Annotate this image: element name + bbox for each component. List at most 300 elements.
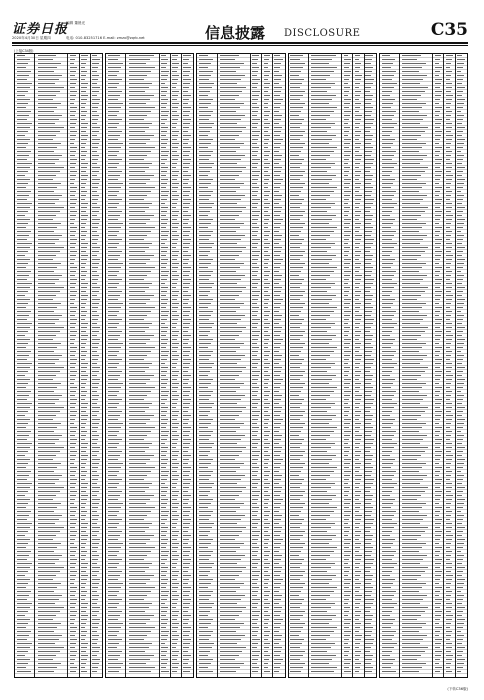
- table-cell-text: [161, 383, 167, 384]
- table-cell-text: [446, 163, 452, 164]
- table-cell-text: [290, 527, 299, 528]
- table-cell-text: [365, 359, 373, 360]
- table-cell-text: [344, 131, 350, 132]
- table-cell-text: [274, 267, 280, 268]
- table-cell-text: [172, 523, 177, 524]
- table-cell-text: [220, 567, 246, 568]
- table-cell-text: [108, 491, 122, 492]
- table-cell-text: [172, 155, 179, 156]
- table-cell-text: [402, 239, 423, 240]
- table-cell-text: [161, 103, 167, 104]
- table-cell-text: [70, 511, 76, 512]
- table-cell-text: [38, 495, 57, 496]
- table-cell-text: [108, 283, 119, 284]
- table-cell-text: [382, 563, 397, 564]
- table-cell-text: [17, 471, 31, 472]
- table-cell-text: [252, 411, 260, 412]
- table-cell-text: [311, 471, 333, 472]
- table-cell-text: [220, 255, 239, 256]
- table-cell-text: [382, 359, 392, 360]
- table-cell-text: [172, 527, 176, 528]
- table-cell-text: [81, 471, 87, 472]
- table-cell-text: [92, 287, 100, 288]
- table-cell-text: [311, 239, 326, 240]
- table-cell-text: [252, 567, 257, 568]
- table-cell-text: [311, 359, 326, 360]
- table-cell-text: [17, 223, 28, 224]
- table-cell-text: [129, 419, 150, 420]
- table-cell-text: [70, 451, 78, 452]
- table-cell-text: [446, 327, 451, 328]
- table-cell-text: [311, 235, 330, 236]
- table-cell-text: [365, 107, 373, 108]
- table-cell-text: [129, 403, 152, 404]
- table-cell-text: [183, 427, 191, 428]
- table-cell-text: [220, 487, 246, 488]
- table-cell-text: [183, 395, 189, 396]
- table-cell-text: [17, 575, 26, 576]
- table-cell-text: [92, 327, 100, 328]
- table-cell-text: [172, 103, 178, 104]
- table-cell-text: [108, 631, 119, 632]
- table-cell-text: [199, 191, 213, 192]
- table-cell-text: [108, 451, 122, 452]
- table-cell-text: [70, 275, 75, 276]
- table-cell-text: [274, 291, 281, 292]
- table-cell-text: [290, 171, 304, 172]
- table-cell-text: [17, 111, 31, 112]
- table-cell-text: [365, 83, 372, 84]
- table-column-divider: [250, 54, 251, 677]
- table-cell-text: [252, 367, 257, 368]
- table-cell-text: [129, 527, 149, 528]
- table-cell-text: [290, 323, 301, 324]
- table-cell-text: [161, 607, 168, 608]
- table-cell-text: [38, 415, 57, 416]
- table-cell-text: [220, 343, 243, 344]
- table-cell-text: [446, 155, 451, 156]
- table-cell-text: [402, 207, 428, 208]
- table-cell-text: [70, 395, 75, 396]
- table-cell-text: [92, 527, 100, 528]
- table-cell-text: [183, 523, 190, 524]
- table-cell-text: [38, 579, 53, 580]
- table-cell-text: [274, 395, 282, 396]
- table-cell-text: [344, 643, 348, 644]
- table-cell-text: [365, 139, 371, 140]
- table-cell-text: [365, 287, 371, 288]
- table-cell-text: [435, 487, 440, 488]
- table-cell-text: [290, 131, 304, 132]
- table-cell-text: [264, 591, 270, 592]
- table-cell-text: [172, 219, 176, 220]
- table-cell-text: [365, 507, 373, 508]
- table-cell-text: [274, 255, 280, 256]
- table-cell-text: [108, 119, 122, 120]
- table-cell-text: [92, 139, 100, 140]
- table-cell-text: [457, 311, 462, 312]
- table-cell-text: [199, 167, 212, 168]
- table-cell-text: [382, 663, 393, 664]
- table-cell-text: [457, 211, 464, 212]
- table-cell-text: [70, 459, 75, 460]
- table-cell-text: [183, 511, 190, 512]
- table-cell-text: [264, 275, 269, 276]
- table-cell-text: [81, 211, 85, 212]
- table-cell-text: [457, 511, 462, 512]
- table-cell-text: [311, 467, 337, 468]
- table-cell-text: [17, 203, 32, 204]
- table-cell-text: [311, 115, 330, 116]
- table-cell-text: [344, 83, 348, 84]
- table-cell-text: [355, 155, 362, 156]
- table-cell-text: [446, 279, 450, 280]
- table-cell-text: [435, 95, 441, 96]
- table-cell-text: [457, 375, 463, 376]
- table-cell-text: [382, 91, 393, 92]
- table-cell-text: [161, 223, 167, 224]
- table-cell-text: [172, 455, 177, 456]
- table-cell-text: [108, 571, 122, 572]
- table-cell-text: [129, 311, 151, 312]
- table-cell-text: [311, 363, 334, 364]
- table-cell-text: [290, 623, 305, 624]
- table-cell-text: [274, 171, 281, 172]
- table-cell-text: [17, 651, 28, 652]
- table-cell-text: [446, 511, 452, 512]
- table-cell-text: [92, 263, 99, 264]
- table-cell-text: [274, 391, 279, 392]
- table-cell-text: [311, 575, 336, 576]
- table-cell-text: [129, 467, 155, 468]
- table-cell-text: [220, 83, 237, 84]
- table-cell-text: [264, 567, 269, 568]
- table-cell-text: [402, 651, 424, 652]
- table-cell-text: [81, 215, 88, 216]
- table-cell-text: [38, 111, 54, 112]
- table-cell-text: [81, 635, 86, 636]
- table-cell-text: [220, 287, 246, 288]
- table-cell-text: [264, 555, 269, 556]
- table-cell-text: [17, 379, 31, 380]
- table-cell-text: [220, 75, 245, 76]
- table-cell-text: [382, 591, 396, 592]
- table-cell-text: [274, 299, 282, 300]
- table-cell-text: [402, 135, 421, 136]
- table-cell-text: [344, 315, 350, 316]
- table-cell-text: [108, 335, 120, 336]
- table-cell-text: [161, 471, 169, 472]
- table-cell-text: [38, 491, 60, 492]
- table-cell-text: [435, 631, 441, 632]
- table-cell-text: [17, 491, 28, 492]
- table-cell-text: [92, 363, 97, 364]
- table-cell-text: [161, 267, 166, 268]
- table-cell-text: [38, 523, 55, 524]
- table-cell-text: [81, 379, 87, 380]
- table-cell-text: [252, 295, 258, 296]
- table-cell-text: [274, 427, 280, 428]
- table-cell-text: [161, 423, 167, 424]
- table-cell-text: [402, 183, 425, 184]
- table-cell-text: [81, 111, 87, 112]
- table-cell-text: [161, 571, 167, 572]
- table-cell-text: [172, 279, 178, 280]
- table-cell-text: [108, 323, 119, 324]
- table-cell-text: [220, 275, 245, 276]
- table-cell-text: [264, 63, 269, 64]
- table-cell-text: [183, 507, 191, 508]
- table-cell-text: [81, 415, 88, 416]
- table-cell-text: [172, 175, 177, 176]
- table-cell-text: [355, 323, 360, 324]
- table-cell-text: [161, 407, 168, 408]
- table-cell-text: [161, 291, 167, 292]
- table-cell-text: [435, 231, 441, 232]
- table-cell-text: [382, 215, 391, 216]
- table-cell-text: [264, 295, 271, 296]
- table-cell-text: [290, 571, 304, 572]
- table-cell-text: [161, 515, 167, 516]
- table-cell-text: [435, 335, 441, 336]
- table-cell-text: [382, 283, 397, 284]
- table-cell-text: [220, 507, 240, 508]
- table-cell-text: [435, 379, 440, 380]
- table-cell-text: [382, 651, 393, 652]
- table-cell-text: [108, 423, 123, 424]
- table-cell-text: [38, 367, 64, 368]
- table-cell-text: [344, 359, 349, 360]
- table-cell-text: [183, 123, 190, 124]
- table-cell-text: [183, 467, 191, 468]
- table-cell-text: [81, 347, 85, 348]
- table-cell-text: [199, 255, 208, 256]
- table-cell-text: [70, 307, 77, 308]
- table-cell-text: [70, 639, 77, 640]
- table-cell-text: [344, 159, 349, 160]
- table-cell-text: [81, 103, 86, 104]
- table-cell-text: [199, 91, 210, 92]
- table-cell-text: [199, 479, 209, 480]
- table-cell-text: [274, 511, 279, 512]
- table-cell-text: [220, 443, 237, 444]
- table-cell-text: [264, 279, 268, 280]
- table-cell-text: [92, 115, 100, 116]
- table-cell-text: [183, 287, 189, 288]
- table-cell-text: [81, 451, 85, 452]
- table-cell-text: [17, 119, 27, 120]
- table-cell-text: [446, 467, 450, 468]
- table-cell-text: [17, 483, 32, 484]
- table-cell-text: [220, 611, 242, 612]
- table-cell-text: [38, 207, 64, 208]
- table-cell-text: [92, 531, 99, 532]
- table-cell-text: [274, 651, 281, 652]
- table-cell-text: [274, 615, 280, 616]
- table-cell-text: [38, 243, 55, 244]
- table-cell-text: [161, 351, 169, 352]
- table-cell-text: [92, 575, 98, 576]
- table-cell-text: [81, 139, 87, 140]
- table-cell-text: [365, 339, 371, 340]
- table-cell-text: [290, 635, 299, 636]
- table-cell-text: [435, 351, 441, 352]
- table-cell-text: [290, 63, 305, 64]
- table-cell-text: [17, 459, 31, 460]
- table-cell-text: [92, 387, 98, 388]
- table-cell-text: [252, 635, 257, 636]
- table-cell-text: [264, 355, 269, 356]
- table-cell-text: [70, 567, 75, 568]
- table-cell-text: [355, 259, 359, 260]
- table-cell-text: [161, 179, 168, 180]
- table-cell-text: [161, 335, 166, 336]
- table-cell-text: [108, 531, 122, 532]
- table-cell-text: [108, 431, 119, 432]
- table-cell-text: [92, 195, 100, 196]
- table-cell-text: [81, 391, 87, 392]
- table-cell-text: [264, 451, 268, 452]
- table-cell-text: [183, 183, 188, 184]
- table-cell-text: [38, 163, 55, 164]
- table-cell-text: [129, 323, 152, 324]
- table-cell-text: [290, 451, 304, 452]
- table-cell-text: [92, 183, 99, 184]
- table-cell-text: [402, 127, 428, 128]
- table-cell-text: [92, 511, 97, 512]
- table-cell-text: [199, 563, 214, 564]
- table-cell-text: [446, 335, 453, 336]
- table-cell-text: [81, 559, 85, 560]
- table-cell-text: [70, 559, 77, 560]
- table-cell-text: [365, 115, 371, 116]
- table-cell-text: [435, 671, 441, 672]
- table-cell-text: [457, 563, 462, 564]
- table-cell-text: [81, 555, 86, 556]
- table-cell-text: [355, 239, 361, 240]
- table-cell-text: [81, 231, 87, 232]
- table-cell-text: [108, 299, 118, 300]
- table-cell-text: [81, 595, 86, 596]
- table-cell-text: [365, 655, 373, 656]
- table-cell-text: [108, 547, 121, 548]
- table-cell-text: [344, 307, 349, 308]
- table-cell-text: [264, 623, 269, 624]
- table-cell-text: [311, 459, 332, 460]
- table-cell-text: [252, 551, 258, 552]
- table-cell-text: [311, 439, 326, 440]
- table-cell-text: [365, 511, 372, 512]
- table-cell-text: [457, 251, 464, 252]
- table-cell-text: [355, 643, 360, 644]
- table-cell-text: [264, 415, 271, 416]
- table-cell-text: [457, 387, 463, 388]
- table-cell-text: [92, 671, 97, 672]
- table-cell-text: [70, 475, 75, 476]
- table-cell-text: [129, 631, 151, 632]
- table-cell-text: [435, 115, 440, 116]
- table-cell-text: [382, 311, 396, 312]
- table-cell-text: [108, 663, 123, 664]
- table-cell-text: [382, 239, 392, 240]
- table-cell-text: [274, 635, 282, 636]
- table-cell-text: [161, 327, 168, 328]
- table-cell-text: [290, 383, 305, 384]
- table-cell-text: [161, 339, 168, 340]
- table-cell-text: [457, 547, 463, 548]
- table-cell-text: [402, 231, 418, 232]
- table-cell-text: [435, 507, 442, 508]
- table-cell-text: [344, 175, 349, 176]
- table-cell-text: [355, 499, 359, 500]
- table-cell-text: [252, 475, 257, 476]
- table-cell-text: [70, 87, 75, 88]
- table-cell-text: [365, 667, 373, 668]
- table-cell-text: [382, 623, 393, 624]
- table-cell-text: [161, 623, 167, 624]
- table-cell-text: [446, 223, 451, 224]
- table-cell-text: [365, 171, 370, 172]
- table-cell-text: [81, 151, 87, 152]
- table-cell-text: [220, 331, 242, 332]
- table-cell-text: [220, 283, 237, 284]
- table-cell-text: [402, 367, 428, 368]
- table-cell-text: [457, 451, 464, 452]
- table-cell-text: [446, 95, 453, 96]
- table-cell-text: [220, 415, 239, 416]
- table-cell-text: [252, 379, 257, 380]
- table-cell-text: [290, 199, 304, 200]
- table-cell-text: [199, 343, 210, 344]
- table-cell-text: [457, 271, 462, 272]
- table-cell-text: [311, 651, 327, 652]
- table-cell-text: [402, 375, 421, 376]
- table-cell-text: [161, 551, 169, 552]
- table-cell-text: [17, 163, 32, 164]
- table-cell-text: [365, 235, 371, 236]
- table-cell-text: [161, 595, 167, 596]
- table-cell-text: [81, 327, 86, 328]
- table-cell-text: [264, 87, 269, 88]
- table-cell-text: [81, 515, 86, 516]
- table-cell-text: [435, 299, 440, 300]
- table-cell-text: [264, 187, 268, 188]
- table-cell-text: [435, 283, 441, 284]
- table-cell-text: [365, 455, 373, 456]
- table-cell-text: [457, 515, 465, 516]
- table-cell-text: [264, 247, 269, 248]
- table-cell-text: [382, 571, 393, 572]
- table-cell-text: [199, 539, 213, 540]
- table-cell-text: [81, 663, 86, 664]
- table-cell-text: [17, 251, 28, 252]
- table-cell-text: [402, 335, 421, 336]
- table-cell-text: [108, 479, 122, 480]
- table-cell-text: [252, 307, 259, 308]
- table-cell-text: [311, 523, 334, 524]
- table-cell-text: [161, 199, 166, 200]
- table-cell-text: [183, 143, 188, 144]
- table-cell-text: [457, 115, 465, 116]
- table-cell-text: [92, 567, 100, 568]
- table-cell-text: [355, 515, 362, 516]
- table-cell-text: [220, 163, 237, 164]
- table-cell-text: [274, 147, 280, 148]
- table-cell-text: [172, 179, 176, 180]
- table-cell-text: [172, 255, 177, 256]
- table-cell-text: [402, 307, 422, 308]
- table-cell-text: [355, 639, 361, 640]
